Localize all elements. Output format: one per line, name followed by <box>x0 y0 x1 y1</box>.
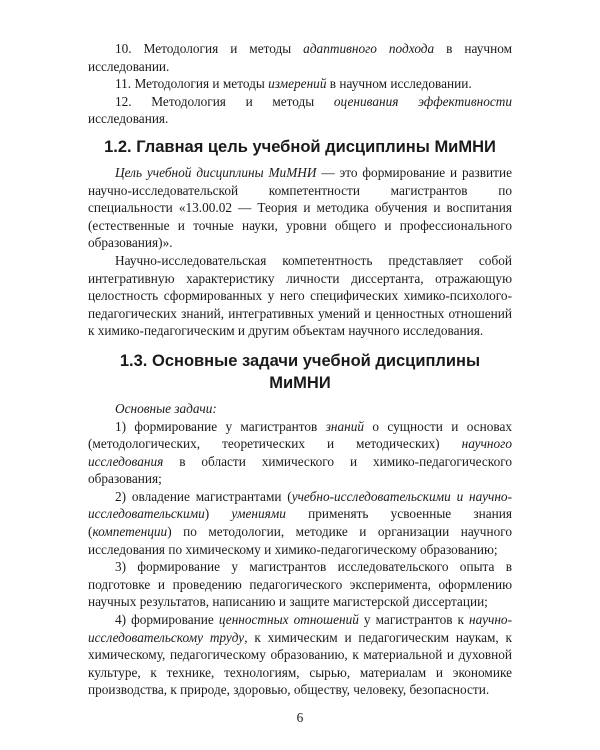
task-text: 1) формирование у магистрантов <box>115 418 326 434</box>
task-text: о сущности и основах (методологических, теоретических и методических) <box>88 418 512 452</box>
section-heading-goal: 1.2. Главная цель учебной дисциплины МиМНИ <box>104 137 496 156</box>
goal-emphasis: Цель учебной дисциплины МиМНИ <box>115 164 317 180</box>
task-emphasis: знаний <box>325 418 365 434</box>
section-heading-tasks: 1.3. Основные задачи учебной дисциплины МиМНИ <box>119 351 481 392</box>
task-item-2 <box>88 488 512 558</box>
list-item-text: 10. Методология и методы <box>115 41 304 56</box>
list-item <box>88 93 512 128</box>
competence-paragraph: Научно-исследовательская компетентность представляет собой интегративную характеристику личности диссертанта, отражающую целостность сформированных у него специфических химико-психолого-педагогических знаний, интегративных умений и ценностных отношений к химико-педагогическим и другим объектам научного исследования. <box>88 252 512 339</box>
tasks-intro: Основные задачи: <box>115 400 217 416</box>
task-text: ) <box>204 506 232 522</box>
task-text: 4) формирование <box>115 612 219 628</box>
task-emphasis: ценностных отношений <box>218 612 359 628</box>
list-item-text: в научном исследовании. <box>88 41 512 74</box>
list-item-emphasis: оценивания эффективности <box>333 93 512 109</box>
task-text: 2) овладение магистрантами ( <box>115 488 292 504</box>
task-item-4 <box>88 611 512 699</box>
list-item-text: исследования. <box>88 111 169 127</box>
task-text: в области химического и химико-педагогического образования; <box>88 453 512 487</box>
task-text: у магистрантов к <box>358 612 470 628</box>
goal-text: — это формирование и развитие научно-исследовательской компетентности магистрантов по специальности «13.00.02 — Теория и методика обучения и воспитания (естественные и точные науки, уровни общего и профессионального образования)». <box>88 164 513 251</box>
task-item-3: 3) формирование у магистрантов исследовательского опыта в подготовке и проведению педагогического эксперимента, оформлению научных результатов, написанию и защите магистерской диссертации; <box>88 559 512 610</box>
task-emphasis: научно-исследовательскому труду <box>88 612 513 645</box>
task-item-1 <box>88 418 512 488</box>
task-emphasis: компетенции <box>92 524 168 540</box>
task-emphasis: умениями <box>231 506 286 522</box>
task-emphasis: научного исследования <box>88 436 512 469</box>
list-item-text: в научном исследовании. <box>326 76 472 92</box>
page-number: 6 <box>296 710 304 725</box>
list-item-text: 12. Методология и методы <box>115 93 334 109</box>
page-content <box>88 40 512 699</box>
list-item-emphasis: адаптивного подхода <box>303 41 435 56</box>
goal-paragraph <box>88 164 512 252</box>
task-text: ) по методологии, методике и организации научного исследования по химическому и химико-педагогическому образованию; <box>88 524 512 557</box>
list-item <box>88 40 512 75</box>
task-emphasis: учебно-исследовательскими и научно-исследовательскими <box>88 488 512 522</box>
task-text: , к химическим и педагогическим наукам, к химическому, педагогическому образованию, к материальной и духовной культуре, к технике, технологиям, сырью, материалам и экономике производства, к природе, здоровью, обществу, человеку, безопасности. <box>88 629 512 698</box>
list-item-text: 11. Методология и методы <box>115 76 269 92</box>
list-item-emphasis: измерений <box>268 76 327 92</box>
task-text: применять усвоенные знания ( <box>88 506 512 540</box>
list-item <box>88 75 512 93</box>
